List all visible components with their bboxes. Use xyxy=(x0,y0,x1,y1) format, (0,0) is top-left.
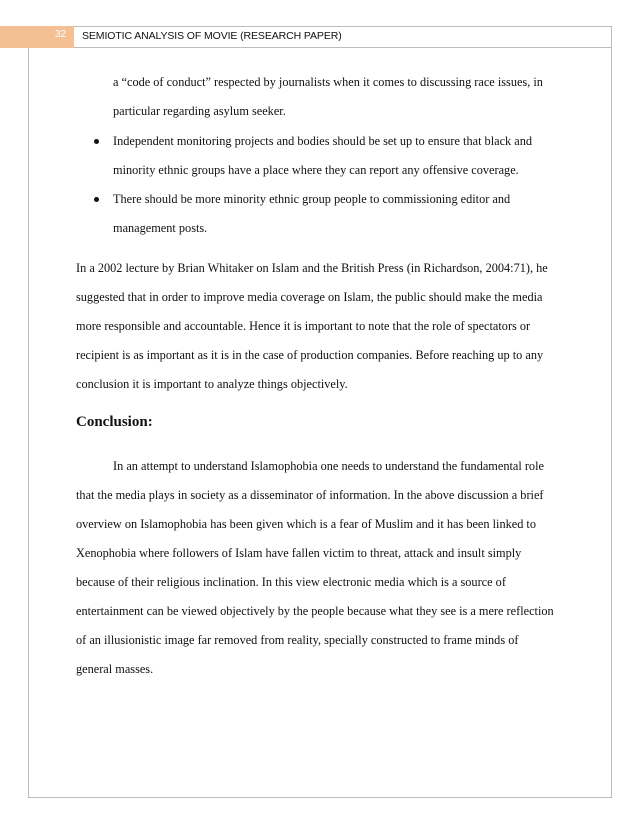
paragraph-line: because of their religious inclination. In this view electronic media which is a source of xyxy=(76,575,506,589)
continued-line: particular regarding asylum seeker. xyxy=(113,104,286,118)
bullet-line: minority ethnic groups have a place where they can report any offensive coverage. xyxy=(113,163,519,177)
conclusion-heading: Conclusion: xyxy=(76,414,153,430)
bullet-icon xyxy=(94,197,99,202)
paragraph-line: recipient is as important as it is in the case of production companies. Before reaching up to any xyxy=(76,348,544,362)
paragraph-line: more responsible and accountable. Hence it is important to note that the role of spectators or xyxy=(76,319,531,333)
bullet-line: management posts. xyxy=(113,221,208,235)
paragraph-line: In a 2002 lecture by Brian Whitaker on Islam and the British Press (in Richardson, 2004:71), he xyxy=(76,261,548,275)
bullet-icon xyxy=(94,139,99,144)
paragraph-line: suggested that in order to improve media coverage on Islam, the public should make the media xyxy=(76,290,543,304)
header-rule xyxy=(74,47,612,48)
paragraph-line: that the media plays in society as a disseminator of information. In the above discussion a brief xyxy=(76,488,544,502)
paragraph-line: general masses. xyxy=(76,662,154,676)
paragraph-line: overview on Islamophobia has been given which is a fear of Muslim and it has been linked to xyxy=(76,517,536,531)
page-number: 32 xyxy=(55,29,67,40)
page-number-box xyxy=(0,26,74,48)
page-header xyxy=(0,26,612,48)
paragraph-line: Xenophobia where followers of Islam have fallen victim to threat, attack and insult simply xyxy=(76,546,522,560)
paragraph-line: conclusion it is important to analyze things objectively. xyxy=(76,377,348,391)
running-title: SEMIOTIC ANALYSIS OF MOVIE (RESEARCH PAPER) xyxy=(82,30,342,42)
paragraph-line: In an attempt to understand Islamophobia one needs to understand the fundamental role xyxy=(113,459,544,473)
paragraph-line: entertainment can be viewed objectively by the people because what they see is a mere reflection xyxy=(76,604,554,618)
bullet-line: There should be more minority ethnic group people to commissioning editor and xyxy=(113,192,511,206)
continued-line: a “code of conduct” respected by journalists when it comes to discussing race issues, in xyxy=(113,75,543,89)
paragraph-line: of an illusionistic image far removed from reality, specially constructed to frame minds of xyxy=(76,633,519,647)
bullet-line: Independent monitoring projects and bodies should be set up to ensure that black and xyxy=(113,134,533,148)
